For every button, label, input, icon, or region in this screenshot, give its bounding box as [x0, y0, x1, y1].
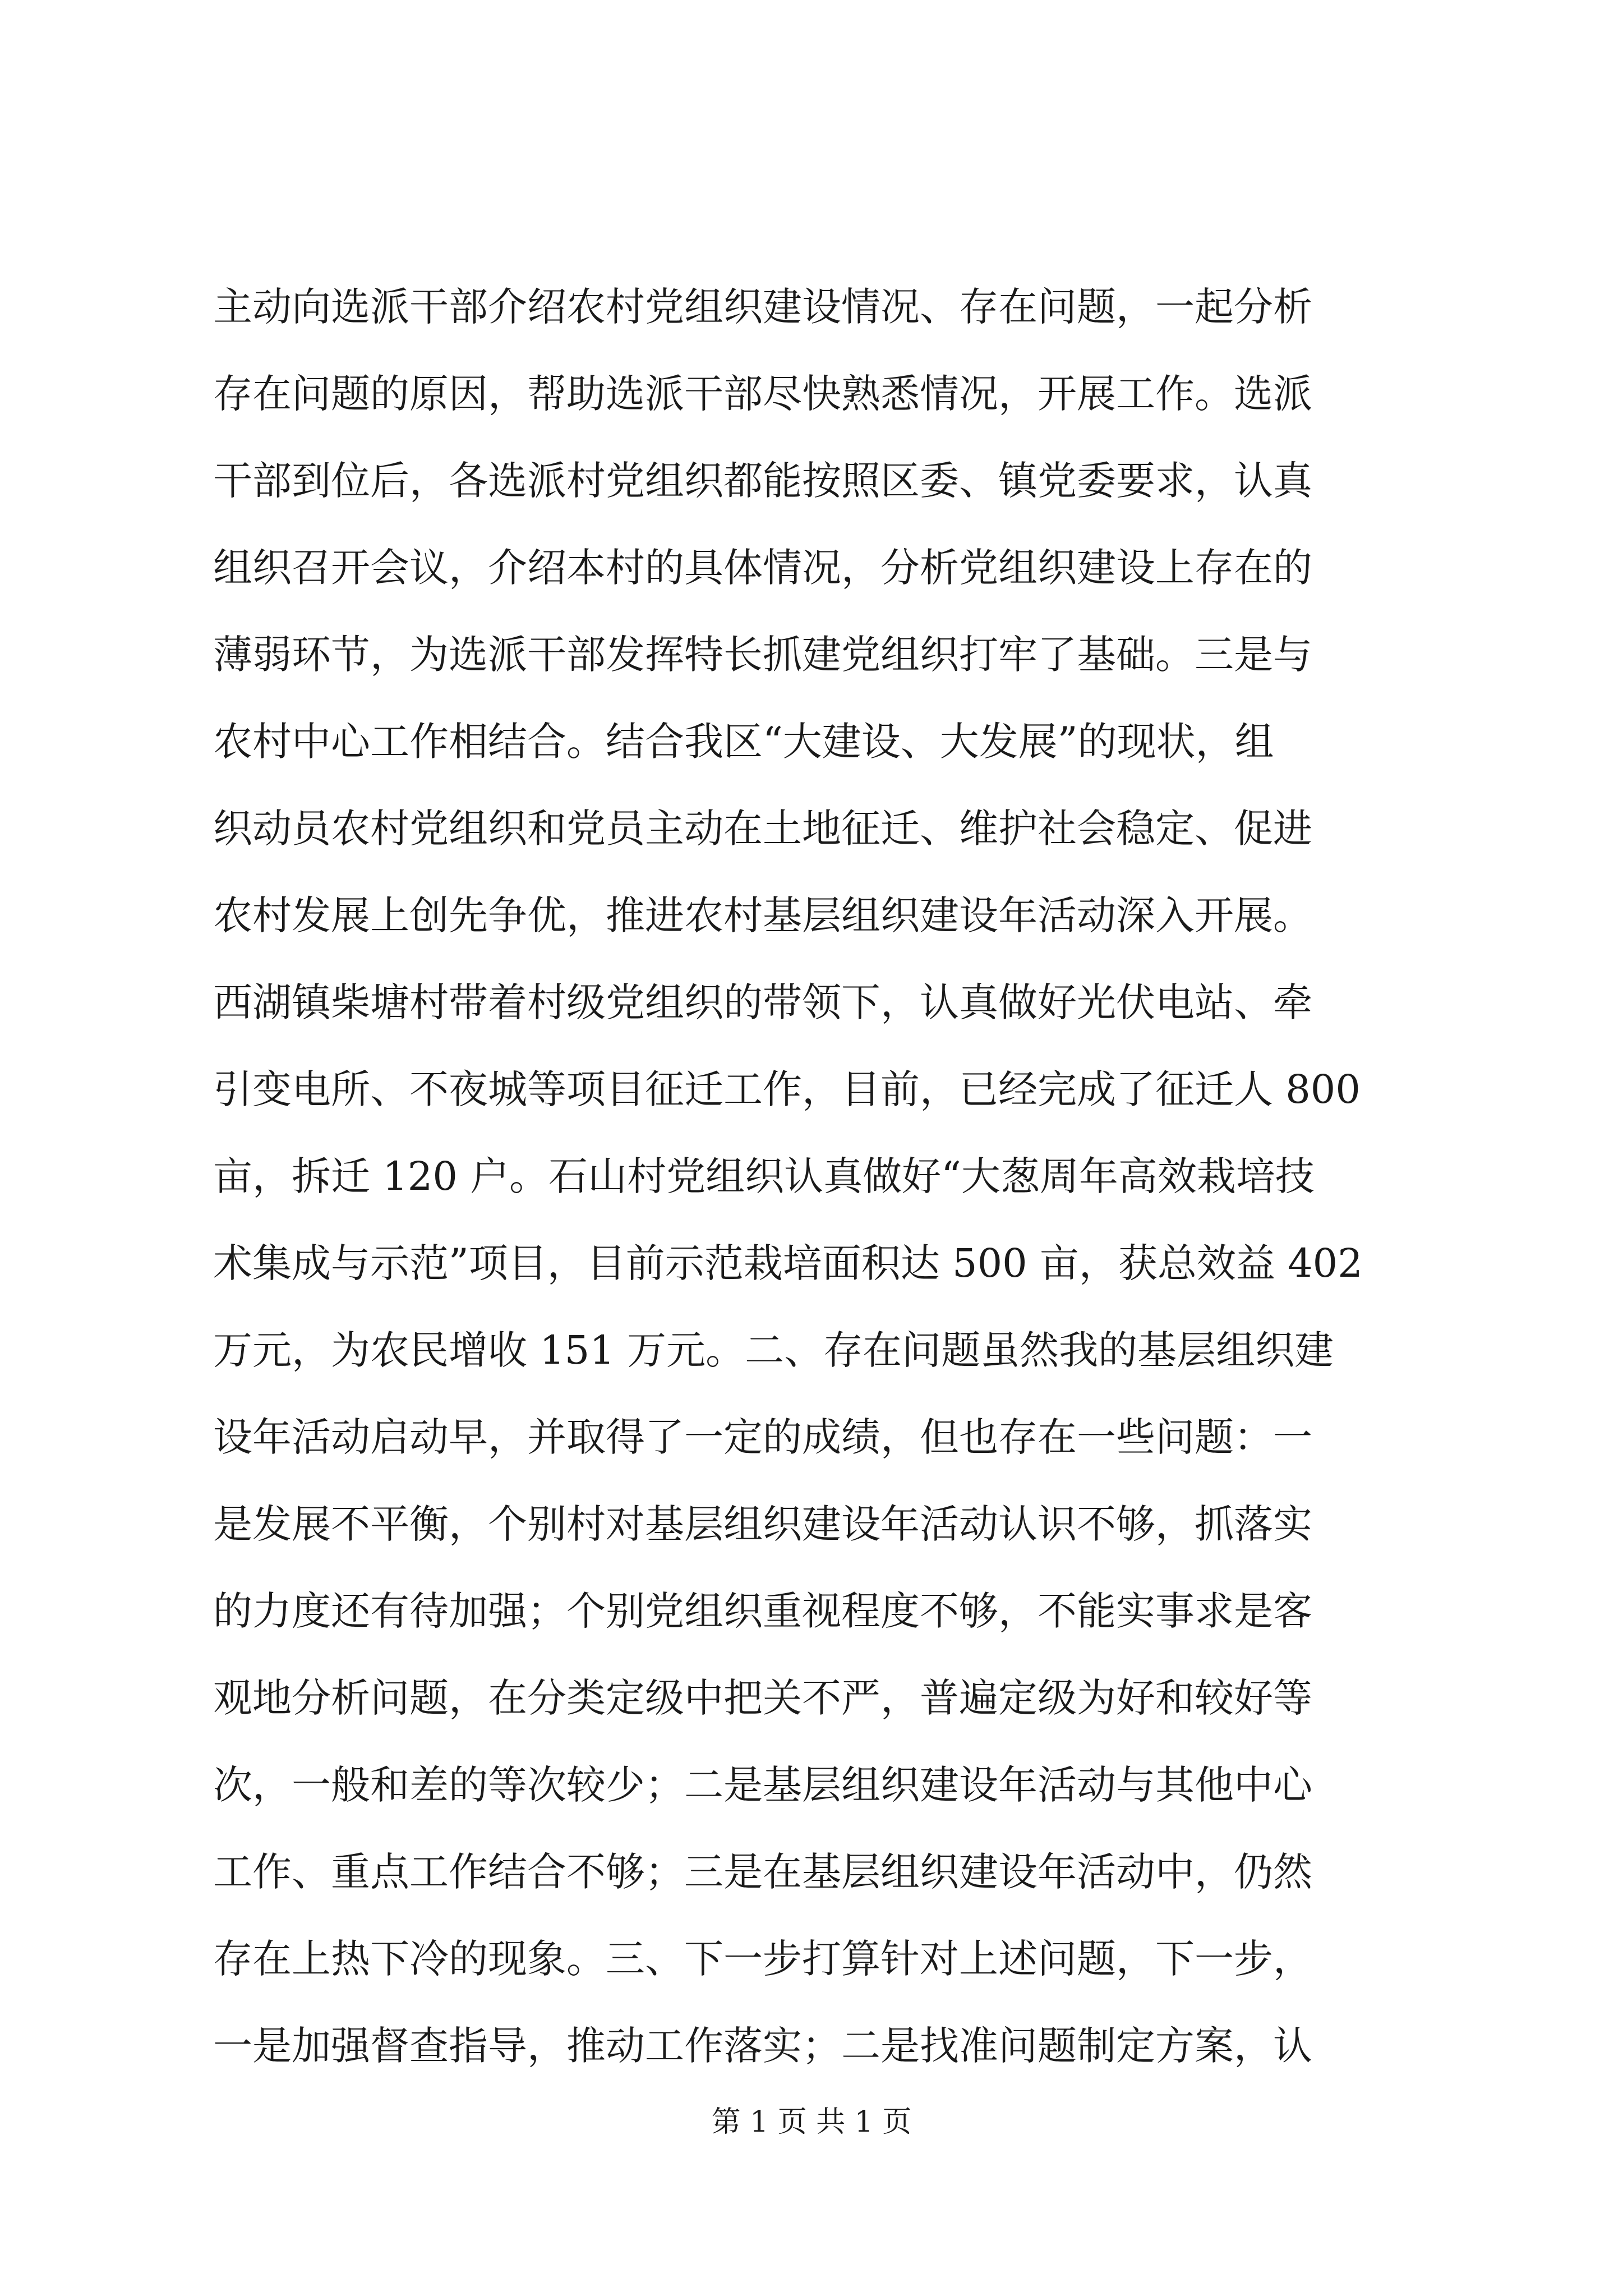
body-text [213, 264, 1436, 2090]
text-line: 的力度还有待加强；个别党组织重视程度不够，不能实事求是客 [213, 1588, 1312, 1634]
text-line: 万元，为农民增收 151 万元。二、存在问题虽然我的基层组织建 [213, 1327, 1334, 1373]
page-footer: 第 1 页 共 1 页 [711, 2105, 912, 2139]
text-line: 存在问题的原因，帮助选派干部尽快熟悉情况，开展工作。选派 [213, 371, 1312, 417]
text-line: 引变电所、不夜城等项目征迁工作，目前，已经完成了征迁人 800 [213, 1066, 1361, 1112]
text-line: 薄弱环节，为选派干部发挥特长抓建党组织打牢了基础。三是与 [213, 632, 1312, 678]
text-line: 存在上热下冷的现象。三、下一步打算针对上述问题，下一步， [213, 1936, 1312, 1982]
text-line: 织动员农村党组织和党员主动在土地征迁、维护社会稳定、促进 [213, 806, 1312, 852]
text-line: 农村中心工作相结合。结合我区“大建设、大发展”的现状，组 [213, 719, 1274, 765]
text-line: 农村发展上创先争优，推进农村基层组织建设年活动深入开展。 [213, 892, 1312, 938]
text-line: 是发展不平衡，个别村对基层组织建设年活动认识不够，抓落实 [213, 1501, 1312, 1547]
text-line: 工作、重点工作结合不够；三是在基层组织建设年活动中，仍然 [213, 1849, 1312, 1895]
text-line: 组织召开会议，介绍本村的具体情况，分析党组织建设上存在的 [213, 545, 1312, 591]
text-line: 亩，拆迁 120 户。石山村党组织认真做好“大葱周年高效栽培技 [213, 1153, 1315, 1199]
text-line: 设年活动启动早，并取得了一定的成绩，但也存在一些问题：一 [213, 1414, 1312, 1460]
text-line: 术集成与示范”项目，目前示范栽培面积达 500 亩，获总效益 402 [213, 1240, 1363, 1286]
text-line: 一是加强督查指导，推动工作落实；二是找准问题制定方案，认 [213, 2023, 1312, 2069]
text-line: 观地分析问题，在分类定级中把关不严，普遍定级为好和较好等 [213, 1675, 1312, 1721]
text-line: 干部到位后，各选派村党组织都能按照区委、镇党委要求，认真 [213, 458, 1312, 504]
text-line: 西湖镇柴塘村带着村级党组织的带领下，认真做好光伏电站、牵 [213, 979, 1312, 1025]
text-line: 主动向选派干部介绍农村党组织建设情况、存在问题，一起分析 [213, 284, 1312, 330]
text-line: 次，一般和差的等次较少；二是基层组织建设年活动与其他中心 [213, 1762, 1312, 1808]
